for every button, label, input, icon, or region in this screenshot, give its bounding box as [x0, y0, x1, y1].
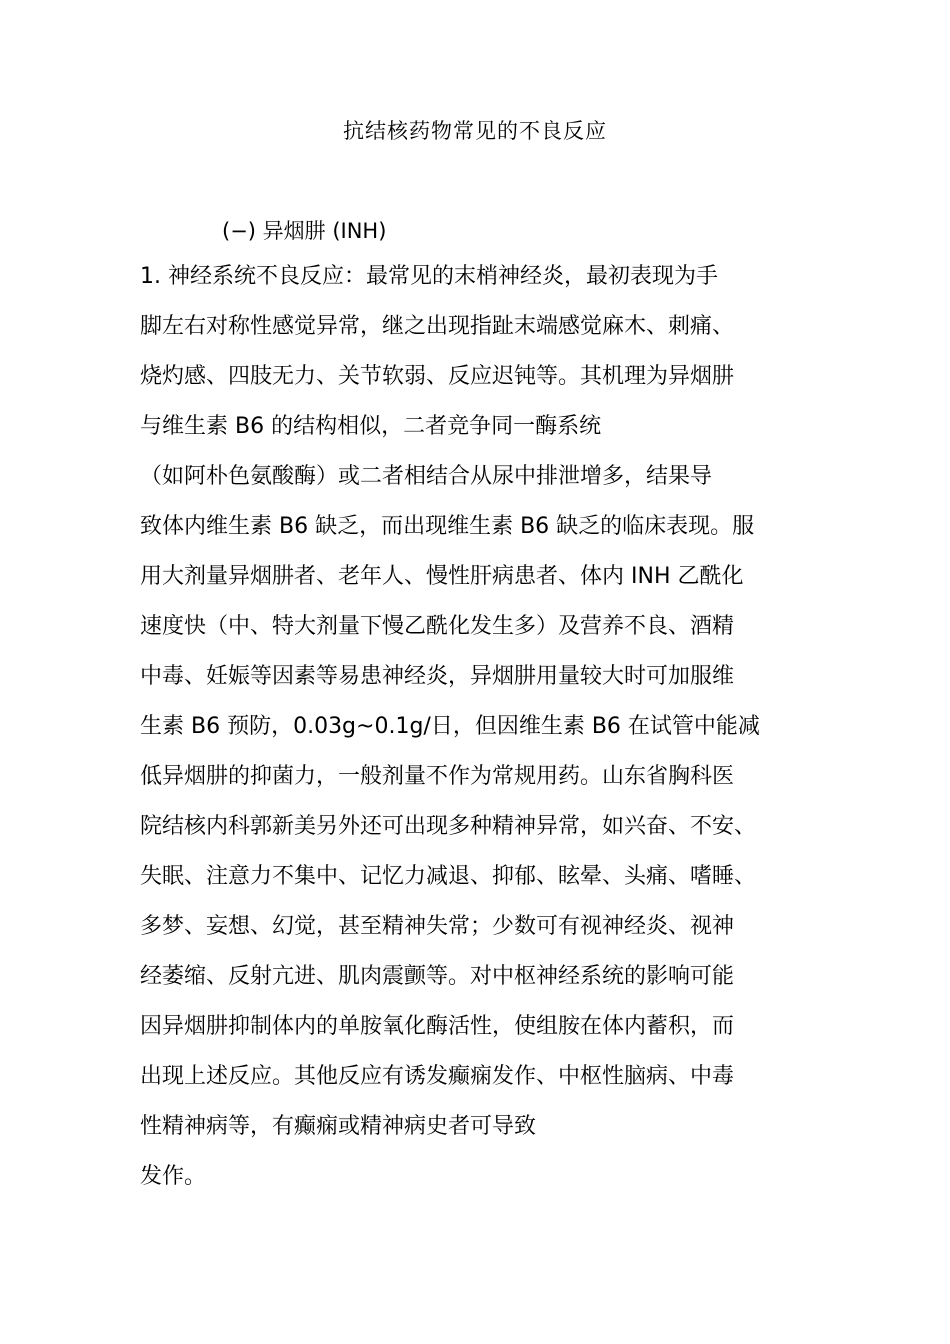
paragraph-line: 因异烟肼抑制体内的单胺氧化酶活性，使组胺在体内蓄积，而 — [140, 1014, 735, 1039]
paragraph-line: （如阿朴色氨酸酶）或二者相结合从尿中排泄增多，结果导 — [140, 464, 713, 489]
document-title: 抗结核药物常见的不良反应 — [343, 119, 607, 143]
paragraph-line: 出现上述反应。其他反应有诱发癫痫发作、中枢性脑病、中毒 — [140, 1064, 735, 1089]
paragraph-line: 生素 B6 预防，0.03g~0.1g/日，但因维生素 B6 在试管中能减 — [140, 714, 760, 739]
paragraph-line: 经萎缩、反射亢进、肌肉震颤等。对中枢神经系统的影响可能 — [140, 964, 735, 989]
paragraph-line: 致体内维生素 B6 缺乏，而出现维生素 B6 缺乏的临床表现。服 — [140, 514, 755, 539]
paragraph-line: 失眠、注意力不集中、记忆力减退、抑郁、眩晕、头痛、嗜睡、 — [140, 864, 757, 889]
paragraph-line: 发作。 — [140, 1164, 207, 1189]
paragraph-line: 1. 神经系统不良反应：最常见的末梢神经炎，最初表现为手 — [140, 264, 718, 289]
section-heading: (−) 异烟肼 (INH) — [222, 219, 387, 243]
paragraph-line: 中毒、妊娠等因素等易患神经炎，异烟肼用量较大时可加服维 — [140, 664, 735, 689]
paragraph-line: 多梦、妄想、幻觉，甚至精神失常；少数可有视神经炎、视神 — [140, 914, 735, 939]
paragraph-line: 低异烟肼的抑菌力，一般剂量不作为常规用药。山东省胸科医 — [140, 764, 735, 789]
paragraph-line: 用大剂量异烟肼者、老年人、慢性肝病患者、体内 INH 乙酰化 — [140, 564, 744, 589]
paragraph-line: 院结核内科郭新美另外还可出现多种精神异常，如兴奋、不安、 — [140, 814, 757, 839]
paragraph-line: 脚左右对称性感觉异常，继之出现指趾末端感觉麻木、刺痛、 — [140, 314, 735, 339]
paragraph-line: 性精神病等，有癫痫或精神病史者可导致 — [140, 1114, 537, 1139]
paragraph-line: 烧灼感、四肢无力、关节软弱、反应迟钝等。其机理为异烟肼 — [140, 364, 735, 389]
paragraph-line: 与维生素 B6 的结构相似，二者竞争同一酶系统 — [140, 414, 602, 439]
paragraph-line: 速度快（中、特大剂量下慢乙酰化发生多）及营养不良、酒精 — [140, 614, 735, 639]
